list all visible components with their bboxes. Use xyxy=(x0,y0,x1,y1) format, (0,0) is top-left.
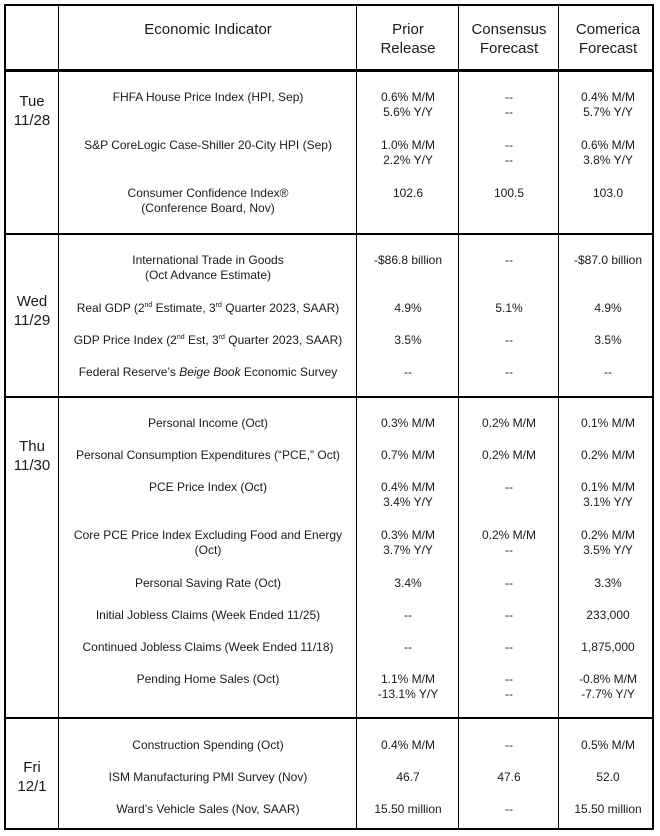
value-line: 0.4% M/M xyxy=(580,90,635,104)
value-line: -- xyxy=(505,687,513,701)
header-consensus-line1: Consensus xyxy=(471,21,547,38)
indicator-construction-spending: Construction Spending (Oct) xyxy=(132,738,284,752)
comerica-international-trade: -$87.0 billion xyxy=(573,253,643,267)
indicator-line: (Conference Board, Nov) xyxy=(141,201,275,215)
prior-international-trade: -$86.8 billion xyxy=(373,253,443,267)
prior-gdp-price-index: 3.5% xyxy=(394,333,422,347)
header-comerica-line1: Comerica xyxy=(575,21,641,38)
indicator-gdp-price-index xyxy=(60,333,356,348)
consensus-pending-home-sales xyxy=(460,672,558,702)
indicator-text: Estimate, 3 xyxy=(152,301,216,315)
comerica-gdp-price-index: 3.5% xyxy=(594,333,622,347)
column-divider xyxy=(356,6,357,828)
indicator-core-pce xyxy=(60,528,356,558)
prior-real-gdp: 4.9% xyxy=(394,301,422,315)
prior-pce-price-index xyxy=(358,480,458,510)
indicator-wards-vehicle-sales: Ward’s Vehicle Sales (Nov, SAAR) xyxy=(116,802,300,816)
prior-wards-vehicle-sales: 15.50 million xyxy=(374,802,442,816)
header-comerica-forecast xyxy=(560,20,656,58)
indicator-text: Est, 3 xyxy=(184,333,219,347)
indicator-pending-home-sales: Pending Home Sales (Oct) xyxy=(136,672,280,686)
day-name: Wed xyxy=(16,293,48,310)
consensus-ism-manufacturing: 47.6 xyxy=(497,770,521,784)
comerica-pce-price-index xyxy=(560,480,656,510)
value-line: -7.7% Y/Y xyxy=(581,687,635,701)
consensus-beige-book: -- xyxy=(505,365,513,379)
indicator-real-gdp xyxy=(60,301,356,316)
comerica-personal-saving-rate: 3.3% xyxy=(594,576,622,590)
value-line: 3.8% Y/Y xyxy=(583,153,633,167)
value-line: 0.6% M/M xyxy=(380,90,435,104)
indicator-text: Federal Reserve’s xyxy=(78,365,180,379)
value-line: -- xyxy=(505,672,513,686)
ordinal-suffix: rd xyxy=(218,334,225,341)
value-line: -- xyxy=(505,90,513,104)
value-line: 5.7% Y/Y xyxy=(583,105,633,119)
indicator-text: Real GDP (2 xyxy=(76,301,145,315)
ordinal-suffix: nd xyxy=(176,334,185,341)
prior-core-pce xyxy=(358,528,458,558)
prior-personal-saving-rate: 3.4% xyxy=(394,576,422,590)
indicator-personal-saving-rate: Personal Saving Rate (Oct) xyxy=(134,576,282,590)
value-line: -- xyxy=(505,138,513,152)
prior-fhfa-hpi xyxy=(358,90,458,120)
comerica-ism-manufacturing: 52.0 xyxy=(596,770,620,784)
value-line: 3.1% Y/Y xyxy=(583,495,633,509)
comerica-case-shiller xyxy=(560,138,656,168)
consensus-construction-spending: -- xyxy=(505,738,513,752)
indicator-text: GDP Price Index (2 xyxy=(73,333,177,347)
comerica-continued-jobless-claims: 1,875,000 xyxy=(581,640,635,654)
header-consensus-line2: Forecast xyxy=(479,40,539,57)
prior-construction-spending: 0.4% M/M xyxy=(380,738,435,752)
value-line: 0.4% M/M xyxy=(380,480,435,494)
indicator-pce-price-index: PCE Price Index (Oct) xyxy=(148,480,268,494)
indicator-line: (Oct Advance Estimate) xyxy=(144,268,272,282)
comerica-core-pce xyxy=(560,528,656,558)
day-name: Thu xyxy=(19,438,45,455)
indicator-beige-book xyxy=(60,365,356,380)
comerica-construction-spending: 0.5% M/M xyxy=(580,738,635,752)
consensus-pce: 0.2% M/M xyxy=(481,448,536,462)
day-name: Fri xyxy=(23,759,41,776)
consensus-core-pce xyxy=(460,528,558,558)
consensus-continued-jobless-claims: -- xyxy=(505,640,513,654)
comerica-initial-jobless-claims: 233,000 xyxy=(586,608,630,622)
consensus-personal-income: 0.2% M/M xyxy=(481,416,536,430)
comerica-real-gdp: 4.9% xyxy=(594,301,622,315)
day-label-wed xyxy=(6,292,58,330)
indicator-line: International Trade in Goods xyxy=(132,253,284,267)
header-prior-line1: Prior xyxy=(392,21,424,38)
comerica-beige-book: -- xyxy=(604,365,612,379)
consensus-case-shiller xyxy=(460,138,558,168)
value-line: 0.6% M/M xyxy=(580,138,635,152)
indicator-consumer-confidence xyxy=(60,186,356,216)
day-divider xyxy=(6,233,652,235)
day-label-tue xyxy=(6,92,58,130)
consensus-international-trade: -- xyxy=(505,253,513,267)
value-line: 3.7% Y/Y xyxy=(383,543,433,557)
day-label-thu xyxy=(6,437,58,475)
indicator-case-shiller: S&P CoreLogic Case-Shiller 20-City HPI (Sep) xyxy=(84,138,332,152)
column-divider xyxy=(58,6,59,828)
indicator-personal-income: Personal Income (Oct) xyxy=(147,416,269,430)
indicator-text: Quarter 2023, SAAR) xyxy=(224,333,343,347)
comerica-pending-home-sales xyxy=(560,672,656,702)
value-line: 5.6% Y/Y xyxy=(383,105,433,119)
value-line: 1.1% M/M xyxy=(380,672,435,686)
indicator-line: (Oct) xyxy=(194,543,222,557)
value-line: -- xyxy=(505,105,513,119)
consensus-fhfa-hpi xyxy=(460,90,558,120)
value-line: -- xyxy=(505,543,513,557)
column-divider xyxy=(458,6,459,828)
day-divider xyxy=(6,396,652,398)
indicator-line: Consumer Confidence Index® xyxy=(127,186,289,200)
comerica-consumer-confidence: 103.0 xyxy=(592,186,624,200)
prior-case-shiller xyxy=(358,138,458,168)
comerica-wards-vehicle-sales: 15.50 million xyxy=(574,802,642,816)
prior-consumer-confidence: 102.6 xyxy=(392,186,424,200)
ordinal-suffix: rd xyxy=(215,302,222,309)
prior-continued-jobless-claims: -- xyxy=(404,640,412,654)
comerica-pce: 0.2% M/M xyxy=(580,448,635,462)
value-line: 3.5% Y/Y xyxy=(583,543,633,557)
value-line: -13.1% Y/Y xyxy=(377,687,439,701)
value-line: 0.2% M/M xyxy=(580,528,635,542)
comerica-fhfa-hpi xyxy=(560,90,656,120)
consensus-personal-saving-rate: -- xyxy=(505,576,513,590)
prior-pending-home-sales xyxy=(358,672,458,702)
prior-personal-income: 0.3% M/M xyxy=(380,416,435,430)
prior-beige-book: -- xyxy=(404,365,412,379)
header-prior-release xyxy=(358,20,458,58)
ordinal-suffix: nd xyxy=(144,302,153,309)
header-prior-line2: Release xyxy=(380,40,436,57)
indicator-initial-jobless-claims: Initial Jobless Claims (Week Ended 11/25) xyxy=(95,608,321,622)
indicator-international-trade xyxy=(60,253,356,283)
indicator-italic-text: Beige Book xyxy=(179,365,241,379)
consensus-wards-vehicle-sales: -- xyxy=(505,802,513,816)
consensus-initial-jobless-claims: -- xyxy=(505,608,513,622)
day-date: 11/28 xyxy=(13,112,51,129)
day-name: Tue xyxy=(19,93,45,110)
value-line: 3.4% Y/Y xyxy=(383,495,433,509)
column-divider xyxy=(558,6,559,828)
day-date: 11/30 xyxy=(13,457,51,474)
consensus-gdp-price-index: -- xyxy=(505,333,513,347)
indicator-text: Economic Survey xyxy=(240,365,338,379)
value-line: -- xyxy=(505,153,513,167)
indicator-line: Core PCE Price Index Excluding Food and Energy xyxy=(73,528,343,542)
value-line: 0.2% M/M xyxy=(481,528,536,542)
indicator-pce: Personal Consumption Expenditures (“PCE,” Oct) xyxy=(75,448,341,462)
comerica-personal-income: 0.1% M/M xyxy=(580,416,635,430)
header-economic-indicator: Economic Indicator xyxy=(144,21,272,38)
indicator-continued-jobless-claims: Continued Jobless Claims (Week Ended 11/18) xyxy=(82,640,334,654)
consensus-real-gdp: 5.1% xyxy=(495,301,523,315)
header-consensus-forecast xyxy=(460,20,558,58)
consensus-pce-price-index: -- xyxy=(505,480,513,494)
prior-pce: 0.7% M/M xyxy=(380,448,435,462)
consensus-consumer-confidence: 100.5 xyxy=(493,186,525,200)
economic-calendar-table xyxy=(4,4,654,830)
indicator-ism-manufacturing: ISM Manufacturing PMI Survey (Nov) xyxy=(108,770,308,784)
day-date: 12/1 xyxy=(17,778,47,795)
indicator-text: Quarter 2023, SAAR) xyxy=(221,301,340,315)
value-line: 0.1% M/M xyxy=(580,480,635,494)
value-line: 1.0% M/M xyxy=(380,138,435,152)
prior-ism-manufacturing: 46.7 xyxy=(396,770,420,784)
value-line: -0.8% M/M xyxy=(578,672,637,686)
header-comerica-line2: Forecast xyxy=(578,40,638,57)
value-line: 0.3% M/M xyxy=(380,528,435,542)
day-label-fri xyxy=(6,758,58,796)
day-divider xyxy=(6,717,652,719)
value-line: 2.2% Y/Y xyxy=(383,153,433,167)
indicator-fhfa-hpi: FHFA House Price Index (HPI, Sep) xyxy=(112,90,304,104)
header-divider xyxy=(6,69,652,72)
prior-initial-jobless-claims: -- xyxy=(404,608,412,622)
day-date: 11/29 xyxy=(13,312,51,329)
